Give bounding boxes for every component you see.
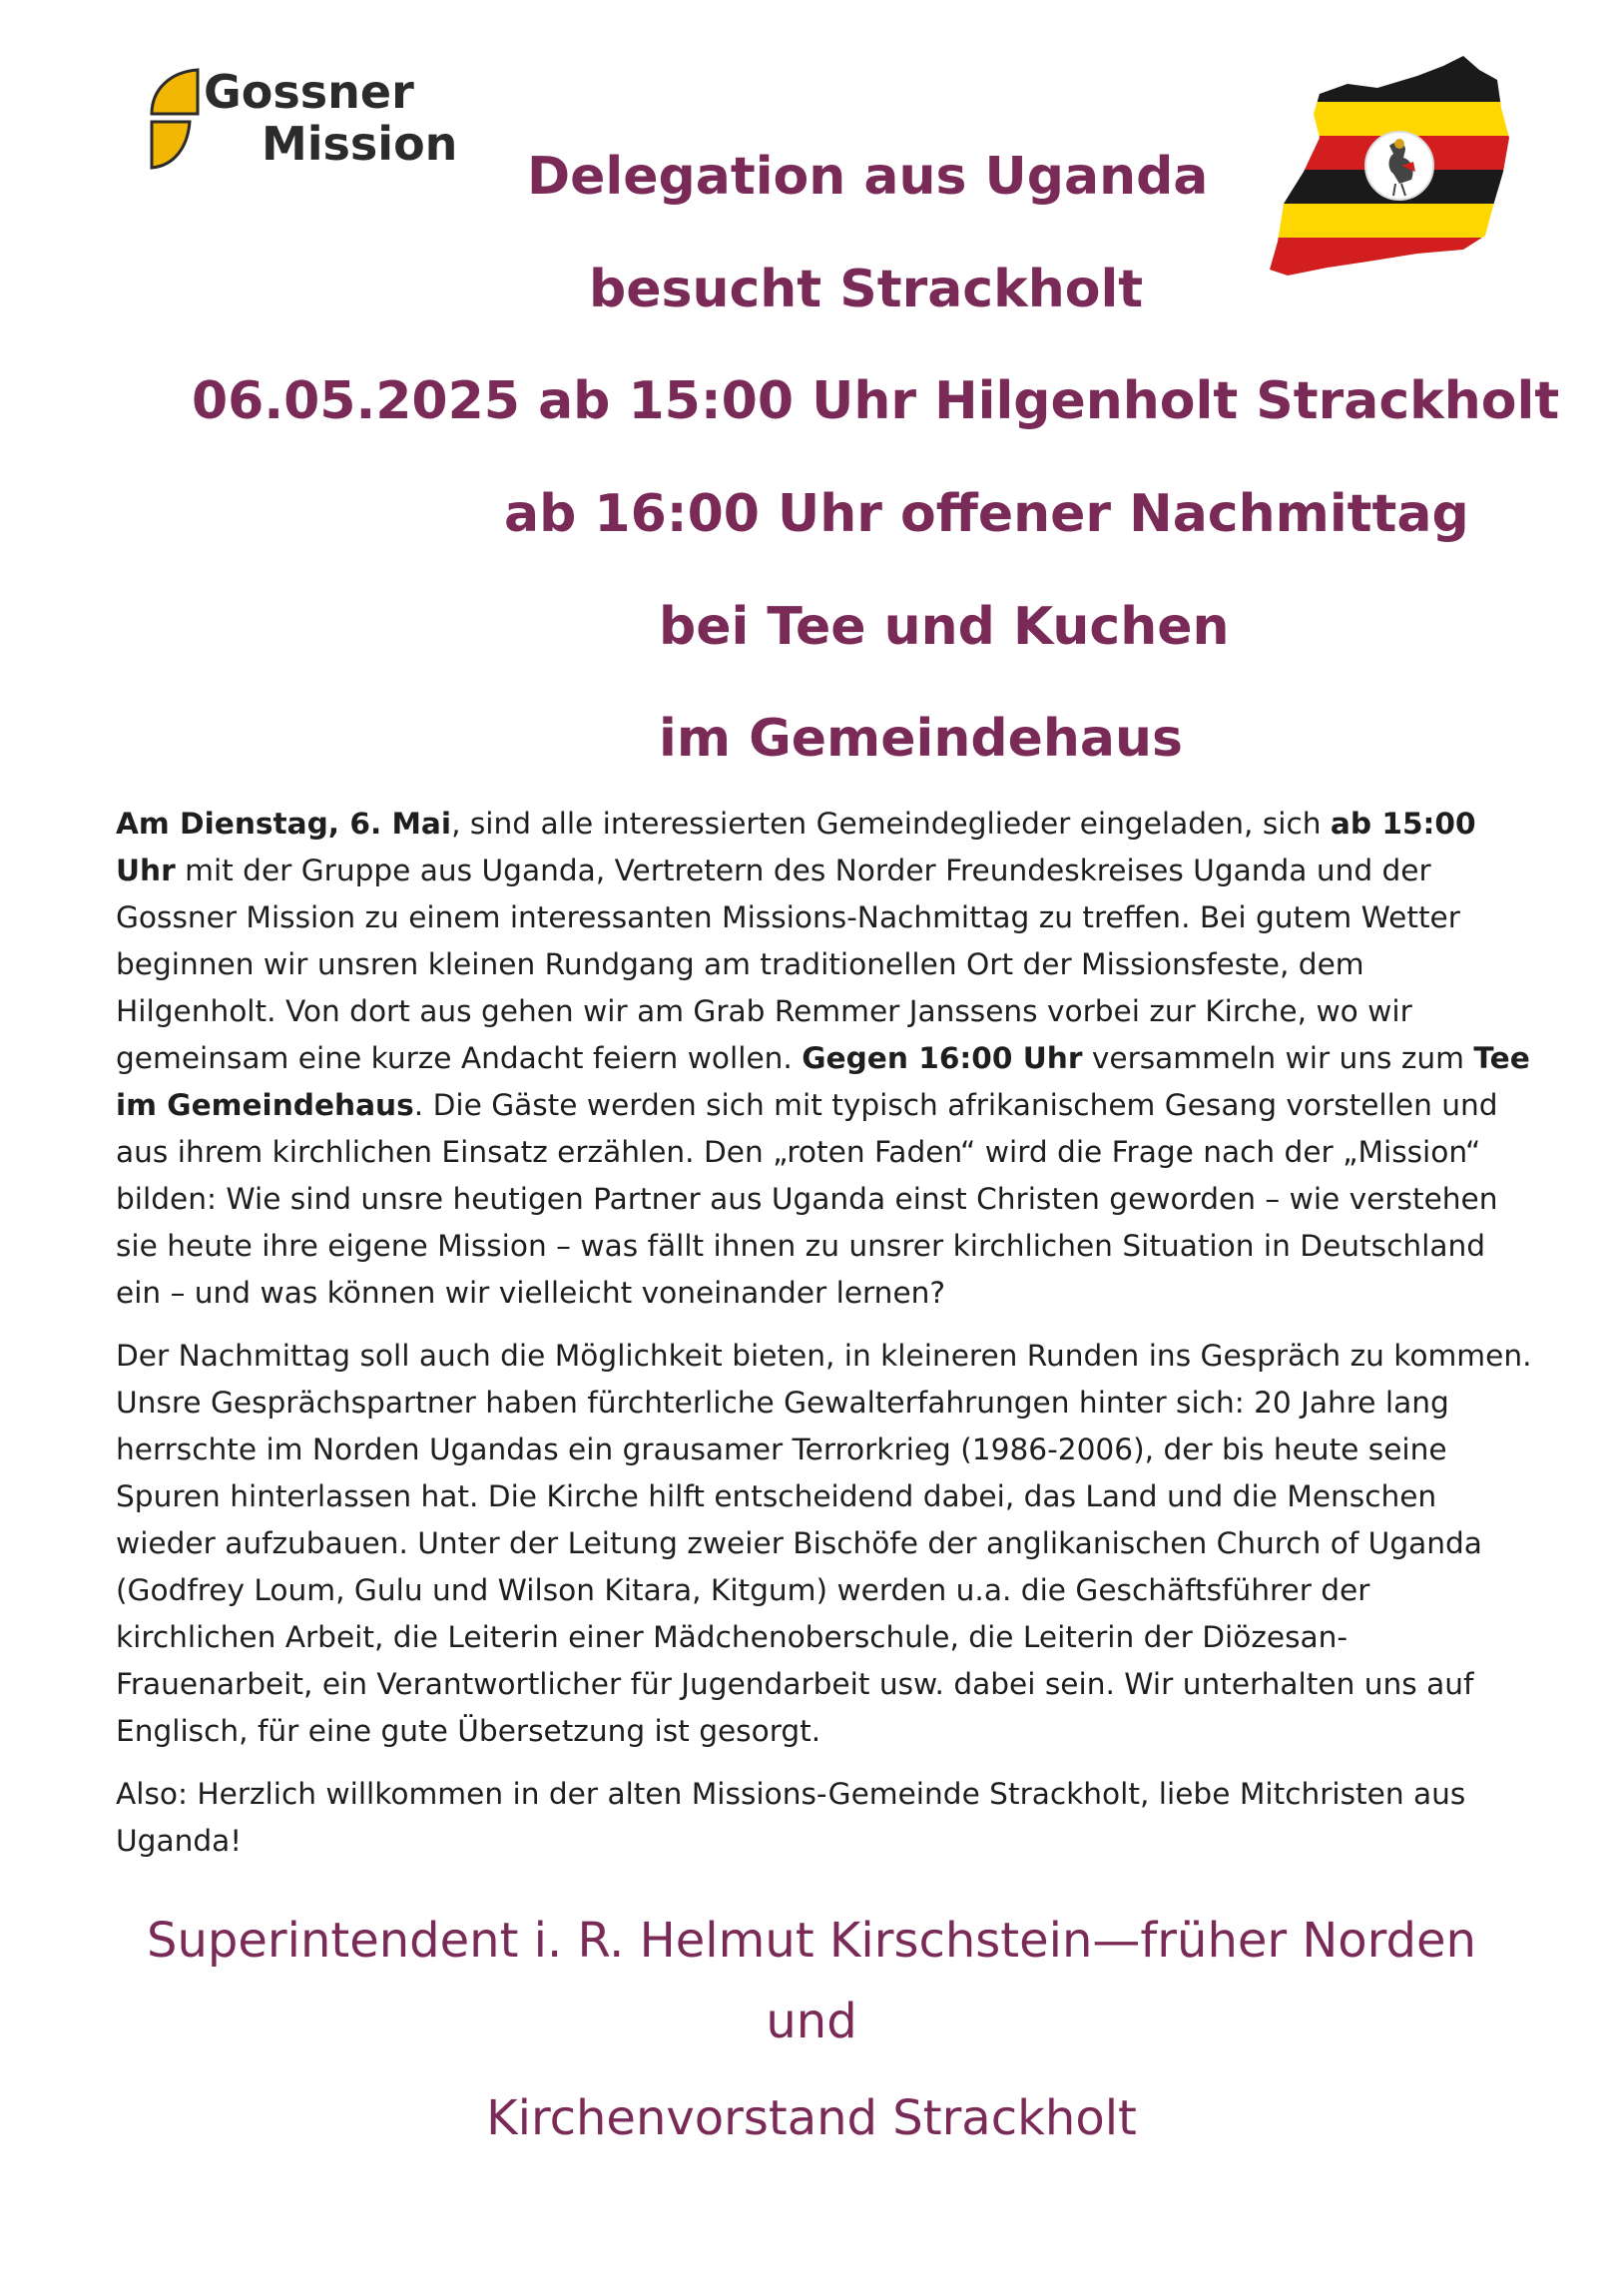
heading-line-4: ab 16:00 Uhr offener Nachmittag [504, 484, 1469, 544]
text-segment: , sind alle interessierten Gemeindeglieder eingeladen, sich [451, 807, 1331, 841]
heading-line-5: bei Tee und Kuchen [659, 597, 1230, 657]
gossner-mission-logo [146, 66, 475, 176]
text-segment: versammeln wir uns zum [1082, 1041, 1474, 1075]
bold-date: Am Dienstag, 6. Mai [116, 807, 452, 841]
bold-tea-time: Gegen 16:00 Uhr [802, 1041, 1083, 1075]
bold-tea-location: Tee im Gemeindehaus [116, 1041, 1530, 1122]
invitation-body [116, 801, 1533, 1881]
text-segment: mit der Gruppe aus Uganda, Vertretern des Norder Freundeskreises Uganda und der Gossner Mission zu einem interessanten Missions-Nachmittag zu treffen. Bei gutem Wetter beginnen wir unsren kleinen Rundgang am traditionellen Ort der Missionsfeste, dem Hilgenholt. Von dort aus gehen wir am Grab Remmer Janssens vorbei zur Kirche, wo wir gemeinsam eine kurze Andacht feiern wollen. [116, 854, 1460, 1075]
heading-line-3: 06.05.2025 ab 15:00 Uhr Hilgenholt Strackholt [192, 371, 1560, 431]
logo-wordmark [204, 66, 457, 170]
signature-line-3: Kirchenvorstand Strackholt [486, 2090, 1137, 2146]
gossner-logo-emblem [146, 68, 202, 172]
uganda-flag-map-image [1268, 54, 1517, 298]
text-segment: . Die Gäste werden sich mit typisch afrikanischem Gesang vorstellen und aus ihrem kirchlichen Einsatz erzählen. Den „roten Faden“ wird die Frage nach der „Mission“ bilden: Wie sind unsre heutigen Partner aus Uganda einst Christen geworden – wie verstehen sie heute ihre eigene Mission – was fällt ihnen zu unsrer kirchlichen Situation in Deutschland ein – und was können wir vielleicht voneinander lernen? [116, 1088, 1498, 1310]
logo-line-gossner: Gossner [204, 65, 414, 119]
paragraph-background: Der Nachmittag soll auch die Möglichkeit bieten, in kleineren Runden ins Gespräch zu kommen. Unsre Gesprächspartner haben fürchterliche Gewalterfahrungen hinter sich: 20 Jahre lang herrschte im Norden Ugandas ein grausamer Terrorkrieg (1986-2006), der bis heute seine Spuren hinterlassen hat. Die Kirche hilft entscheidend dabei, das Land und die Menschen wieder aufzubauen. Unter der Leitung zweier Bischöfe der anglikanischen Church of Uganda (Godfrey Loum, Gulu und Wilson Kitara, Kitgum) werden u.a. die Geschäftsführer der kirchlichen Arbeit, die Leiterin einer Mädchenoberschule, die Leiterin der Diözesan-Frauenarbeit, ein Verantwortlicher für Jugendarbeit usw. dabei sein. Wir unterhalten uns auf Englisch, für eine gute Übersetzung ist gesorgt. [116, 1339, 1532, 1748]
paragraph-invitation [116, 801, 1533, 1317]
bold-start-time: ab 15:00 Uhr [116, 807, 1476, 887]
signature-line-1: Superintendent i. R. Helmut Kirschstein—früher Norden [147, 1913, 1476, 1969]
paragraph-welcome: Also: Herzlich willkommen in der alten Missions-Gemeinde Strackholt, liebe Mitchristen aus Uganda! [116, 1777, 1466, 1858]
heading-line-2: besucht Strackholt [589, 260, 1144, 319]
heading-line-1: Delegation aus Uganda [527, 147, 1209, 207]
logo-line-mission: Mission [262, 117, 458, 171]
signature-line-2: und [766, 1994, 857, 2049]
heading-line-6: im Gemeindehaus [659, 709, 1183, 769]
